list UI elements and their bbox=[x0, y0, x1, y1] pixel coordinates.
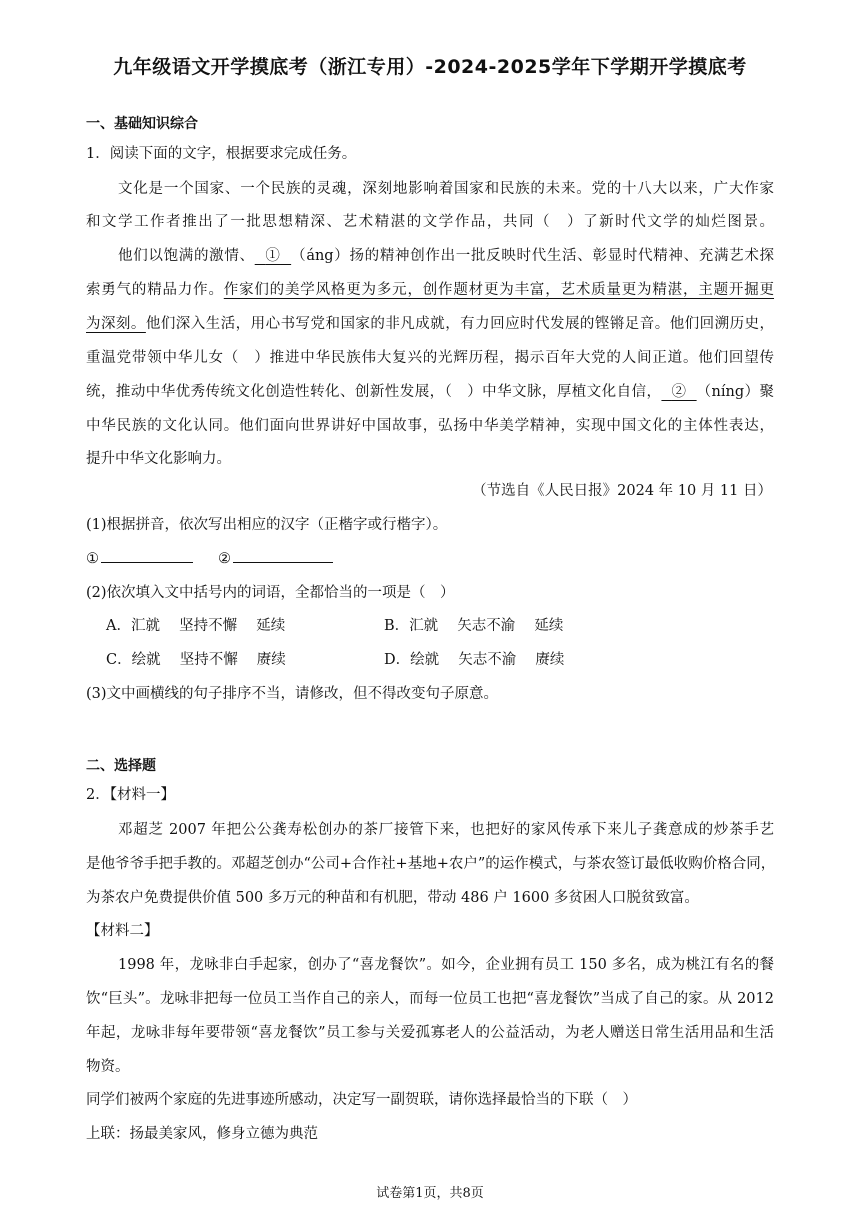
material-1-line: 为茶农户免费提供价值 500 多万元的种苗和有机肥，带动 486 户 1600 多贫困人口脱贫致富。 bbox=[86, 890, 699, 906]
answer-mark-2: ② bbox=[218, 551, 232, 567]
passage-text: （áng）扬的精神创作出一批反映时代生活、彰显时代精神、充满艺术探 bbox=[291, 248, 775, 264]
answer-field-2[interactable] bbox=[233, 548, 333, 563]
blank-mark-1: ① bbox=[265, 248, 281, 264]
passage-line bbox=[86, 312, 774, 333]
page-title: 九年级语文开学摸底考（浙江专用）-2024-2025学年下学期开学摸底考 bbox=[113, 56, 747, 78]
material-2-label: 【材料二】 bbox=[86, 923, 159, 939]
material-2-line: 饮“巨头”。龙咏非把每一位员工当作自己的亲人，而每一位员工也把“喜龙餐饮”当成了自己的家。从 2012 bbox=[86, 991, 774, 1007]
answer-field-1[interactable] bbox=[101, 548, 193, 563]
material-2-line: 1998 年，龙咏非白手起家，创办了“喜龙餐饮”。如今，企业拥有员工 150 多名，成为桃江有名的餐 bbox=[118, 957, 774, 973]
passage-text: 他们以饱满的激情、 bbox=[118, 248, 255, 264]
material-1-line: 是他爷爷手把手教的。邓超芝创办“公司+合作社+基地+农户”的运作模式，与茶农签订最低收购价格合同， bbox=[86, 856, 776, 872]
option-d[interactable]: D．绘就 矢志不渝 赓续 bbox=[384, 652, 565, 668]
passage-text: 他们深入生活，用心书写党和国家的非凡成就，有力回应时代发展的铿锵足音。他们回溯历史， bbox=[145, 316, 775, 332]
section-heading-1: 一、基础知识综合 bbox=[86, 116, 198, 132]
sub-question-2: (2)依次填入文中括号内的词语，全都恰当的一项是（ ） bbox=[86, 585, 455, 601]
source-citation: （节选自《人民日报》2024 年 10 月 11 日） bbox=[472, 483, 772, 499]
underlined-sentence: 为深刻。 bbox=[86, 316, 146, 332]
sub-question-1: (1)根据拼音，依次写出相应的汉字（正楷字或行楷字）。 bbox=[86, 517, 448, 533]
passage-text: 统，推动中华优秀传统文化创造性转化、创新性发展，（ ）中华文脉，厚植文化自信， bbox=[86, 384, 662, 400]
option-c[interactable]: C．绘就 坚持不懈 赓续 bbox=[106, 652, 286, 668]
passage-line: 中华民族的文化认同。他们面向世界讲好中国故事，弘扬中华美学精神，实现中国文化的主体性表达， bbox=[86, 418, 774, 434]
pinyin-blank-2 bbox=[661, 384, 696, 400]
sub-question-3: (3)文中画横线的句子排序不当，请修改，但不得改变句子原意。 bbox=[86, 686, 499, 702]
answer-mark-1: ① bbox=[86, 551, 99, 567]
passage-text: （níng）聚 bbox=[696, 384, 775, 400]
material-2-line: 年起，龙咏非每年要带领“喜龙餐饮”员工参与关爱孤寡老人的公益活动，为老人赠送日常生活用品和生活 bbox=[86, 1025, 774, 1041]
material-1-line: 邓超芝 2007 年把公公龚寿松创办的茶厂接管下来，也把好的家风传承下来儿子龚意成的炒茶手艺 bbox=[118, 822, 774, 838]
passage-line bbox=[86, 278, 774, 299]
passage-line: 和文学工作者推出了一批思想精深、艺术精湛的文学作品，共同（ ）了新时代文学的灿烂图景。 bbox=[86, 214, 774, 230]
passage-line: 重温党带领中华儿女（ ）推进中华民族伟大复兴的光辉历程，揭示百年大党的人间正道。他们回望传 bbox=[86, 350, 774, 366]
question-2-prompt: 同学们被两个家庭的先进事迹所感动，决定写一副贺联，请你选择最恰当的下联（ ） bbox=[86, 1092, 637, 1108]
pinyin-blank-1 bbox=[255, 248, 291, 264]
passage-text: 索勇气的精品力作。 bbox=[86, 282, 224, 298]
underlined-sentence: 作家们的美学风格更为多元，创作题材更为丰富，艺术质量更为精湛，主题开掘更 bbox=[223, 282, 775, 298]
material-2-line: 物资。 bbox=[86, 1059, 130, 1075]
upper-couplet: 上联：扬最美家风，修身立德为典范 bbox=[86, 1126, 318, 1142]
answer-blanks bbox=[86, 548, 333, 567]
option-b[interactable]: B．汇就 矢志不渝 延续 bbox=[384, 618, 564, 634]
blank-mark-2: ② bbox=[671, 384, 687, 400]
question-2-label: 2．【材料一】 bbox=[86, 787, 175, 803]
passage-line bbox=[118, 244, 774, 265]
question-1-stem: 1．阅读下面的文字，根据要求完成任务。 bbox=[86, 146, 357, 162]
passage-line: 提升中华文化影响力。 bbox=[86, 451, 231, 467]
option-a[interactable]: A．汇就 坚持不懈 延续 bbox=[106, 618, 286, 634]
section-heading-2: 二、选择题 bbox=[86, 758, 156, 774]
passage-line bbox=[86, 380, 774, 401]
page-footer: 试卷第1页，共8页 bbox=[376, 1186, 484, 1201]
passage-line: 文化是一个国家、一个民族的灵魂，深刻地影响着国家和民族的未来。党的十八大以来，广大作家 bbox=[118, 181, 774, 197]
